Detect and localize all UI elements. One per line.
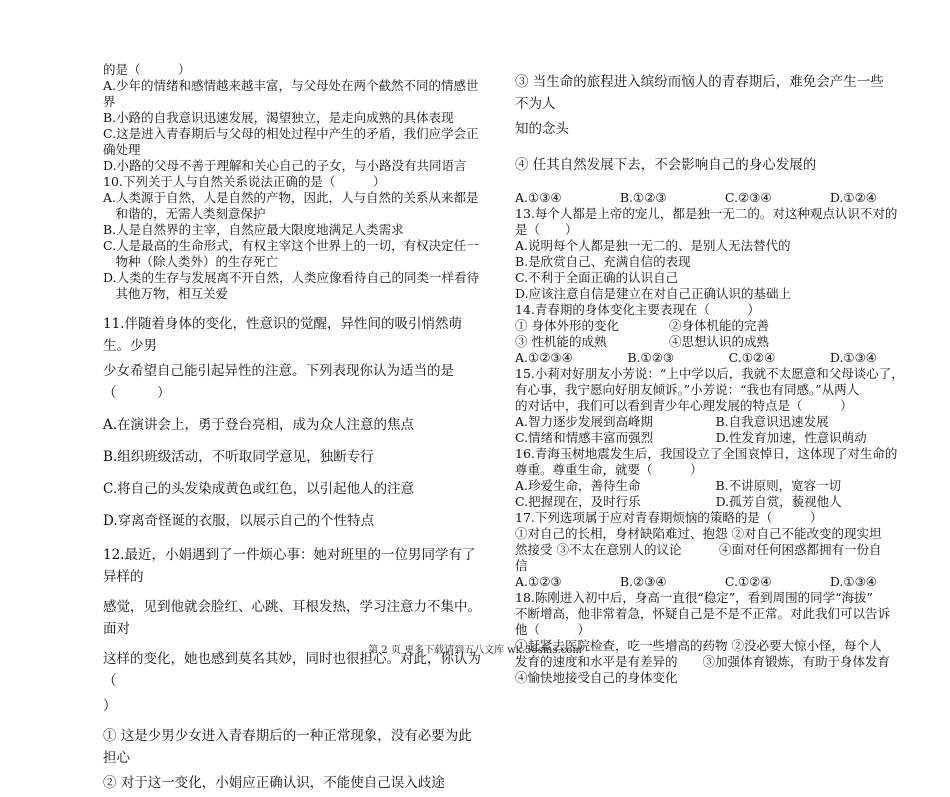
- text-line: D.人类的生存与发展离不开自然，人类应像看待自己的同类一样看待: [103, 270, 480, 285]
- question-16: [515, 446, 898, 510]
- statement-1: ① 这是少男少女进入青春期后的一种正常现象，没有必要为此担心: [103, 728, 472, 766]
- question-14: [515, 302, 887, 366]
- option-b: B.①②③: [627, 350, 675, 365]
- statement-2: ② 对于这一变化，小娟应正确认识，不能使自己误入歧途: [103, 775, 445, 791]
- text-line: ③ 性机能的成熟 ④思想认识的成熟: [515, 334, 769, 349]
- right-column: [515, 68, 904, 686]
- text-line: 这样的变化，她也感到莫名其妙，同时也很担心。对此，你认为（: [103, 651, 481, 689]
- text-line: 有心事，我宁愿向好朋友倾诉。”小芳说：“我也有同感。”从两人: [515, 382, 860, 397]
- statement-4: ④ 任其自然发展下去，不会影响自己的身心发展的: [515, 157, 817, 173]
- options-row: [515, 350, 887, 366]
- text-line: 发育的速度和水平是有差异的 ③加强体育锻炼，有助于身体发育: [515, 654, 891, 669]
- option-d: D.应该注意自信是建立在对自己正确认识的基础上: [515, 286, 792, 301]
- question-11: [103, 313, 483, 532]
- text-line: 少女希望自己能引起异性的注意。下列表现你认为适当的是（ ）: [103, 363, 454, 401]
- option-c: C.②③④: [724, 190, 772, 205]
- text-line: ）: [103, 698, 117, 714]
- text-line: ①赶紧去医院检查，吃一些增高的药物 ②没必要大惊小怪，每个人: [515, 638, 882, 653]
- question-stem: 13.每个人都是上帝的宠儿，都是独一无二的。对这种观点认识不对的: [515, 206, 898, 221]
- options-row: [515, 574, 887, 590]
- statement-3: ③ 当生命的旅程进入缤纷而恼人的青春期后，难免会产生一些不为人: [515, 74, 884, 112]
- question-stem: 10.下列关于人与自然关系说法正确的是（ ）: [103, 174, 386, 189]
- option-a: A.①②③④: [515, 350, 573, 365]
- question-18: [515, 590, 891, 686]
- text-line: 其他万物，相互关爱: [103, 286, 229, 301]
- page-footer: 第 2 页 更多下载请到五八文库 wk.58sms.com: [368, 645, 582, 656]
- text-line: C.人是最高的生命形式，有权主宰这个世界上的一切，有权决定任一: [103, 238, 479, 253]
- text-line: B.人是自然界的主宰，自然应最大限度地满足人类需求: [103, 222, 404, 237]
- question-15: [515, 366, 904, 446]
- text-line: ④愉快地接受自己的身体变化: [515, 670, 678, 685]
- question-stem: 18.陈刚进入初中后，身高一直很“稳定”，看到周围的同学“海拔”: [515, 590, 873, 605]
- text-line: 感觉，见到他就会脸红、心跳、耳根发热，学习注意力不集中。面对: [103, 599, 481, 637]
- option-b: B.组织班级活动，不听取同学意见，独断专行: [103, 449, 374, 465]
- option-d: D.①③④: [829, 574, 877, 589]
- text-line: 然接受 ③不太在意别人的议论 ④面对任何困惑都拥有一份自: [515, 542, 882, 557]
- text-line: C.把握现在，及时行乐 D.孤芳自赏，藐视他人: [515, 494, 842, 509]
- question-stem: 15.小莉对好朋友小芳说：“上中学以后，我就不太愿意和父母谈心了，: [515, 366, 904, 381]
- text-line: ① 身体外形的变化 ②身体机能的完善: [515, 318, 769, 333]
- text-line: 确处理: [103, 142, 141, 157]
- text-line: 他（ ）: [515, 622, 591, 637]
- text-line: C.情绪和情感丰富而强烈 D.性发育加速，性意识萌动: [515, 430, 867, 445]
- option-b: B.是欣赏自己、充满自信的表现: [515, 254, 691, 269]
- text-line: C.这是进入青春期后与父母的相处过程中产生的矛盾，我们应学会正: [103, 126, 479, 141]
- option-d: D.①②④: [829, 190, 877, 205]
- text-line: 信: [515, 558, 528, 573]
- text-line: B.小路的自我意识迅速发展，渴望独立，是走向成熟的具体表现: [103, 110, 454, 125]
- text-line: 的是（ ）: [103, 62, 191, 77]
- question-12: [103, 544, 483, 794]
- option-c: C.①②④: [724, 574, 772, 589]
- option-a: A.①③④: [515, 190, 562, 205]
- text-line: 物种（除人类外）的生存死亡: [103, 254, 279, 269]
- question-stem: 17.下列选项属于应对青春期烦恼的策略的是（ ）: [515, 510, 823, 525]
- text-line: A.少年的情绪和感情越来越丰富，与父母处在两个截然不同的情感世: [103, 78, 479, 93]
- option-a: A.①②③: [515, 574, 562, 589]
- option-b: B.①②③: [619, 190, 667, 205]
- question-10: [103, 174, 483, 302]
- text-line: A.智力逐步发展到高峰期 B.自我意识迅速发展: [515, 414, 829, 429]
- option-a: A.说明每个人都是独一无二的、是别人无法替代的: [515, 238, 791, 253]
- question-stem: 16.青海玉树地震发生后，我国设立了全国哀悼日，这体现了对生命的: [515, 446, 898, 461]
- text-line: 和谐的，无需人类刻意保护: [103, 206, 266, 221]
- question-9-tail: [103, 62, 483, 174]
- text-line: 知的念头: [515, 121, 569, 137]
- left-column: [103, 62, 483, 797]
- option-b: B.②③④: [619, 574, 667, 589]
- option-d: D.①③④: [829, 350, 877, 365]
- option-c: C.不利于全面正确的认识自己: [515, 270, 679, 285]
- option-c: C.将自己的头发染成黄色或红色，以引起他人的注意: [103, 481, 415, 497]
- text-line: A.人类源于自然，人是自然的产物，因此，人与自然的关系从来都是: [103, 190, 479, 205]
- text-line: ①对自己的长相，身材缺陷难过、抱怨 ②对自己不能改变的现实坦: [515, 526, 882, 541]
- option-d: D.穿离奇怪诞的衣服，以展示自己的个性特点: [103, 513, 375, 529]
- question-stem: 11.伴随着身体的变化，性意识的觉醒，异性间的吸引悄然萌生。少男: [103, 316, 462, 354]
- text-line: 的对话中，我们可以看到青少年心理发展的特点是（ ）: [515, 398, 853, 413]
- text-line: A.珍爱生命，善待生命 B.不讲原则，宽容一切: [515, 478, 842, 493]
- option-a: A.在演讲会上，勇于登台亮相，成为众人注意的焦点: [103, 417, 415, 433]
- text-line: 尊重。尊重生命，就要（ ）: [515, 462, 703, 477]
- text-line: 不断增高，他非常着急，怀疑自己是不是不正常。对此我们可以告诉: [515, 606, 891, 621]
- question-17: [515, 510, 887, 590]
- option-c: C.①②④: [728, 350, 776, 365]
- text-line: D.小路的父母不善于理解和关心自己的子女，与小路没有共同语言: [103, 158, 467, 173]
- question-13: [515, 206, 898, 302]
- question-stem: 12.最近，小娟遇到了一件烦心事：她对班里的一位男同学有了异样的: [103, 547, 476, 585]
- options-row: [515, 190, 887, 206]
- question-12-continued: [515, 71, 887, 206]
- text-line: 界: [103, 94, 116, 109]
- question-stem: 14.青春期的身体变化主要表现在（ ）: [515, 302, 760, 317]
- text-line: 是（ ）: [515, 222, 578, 237]
